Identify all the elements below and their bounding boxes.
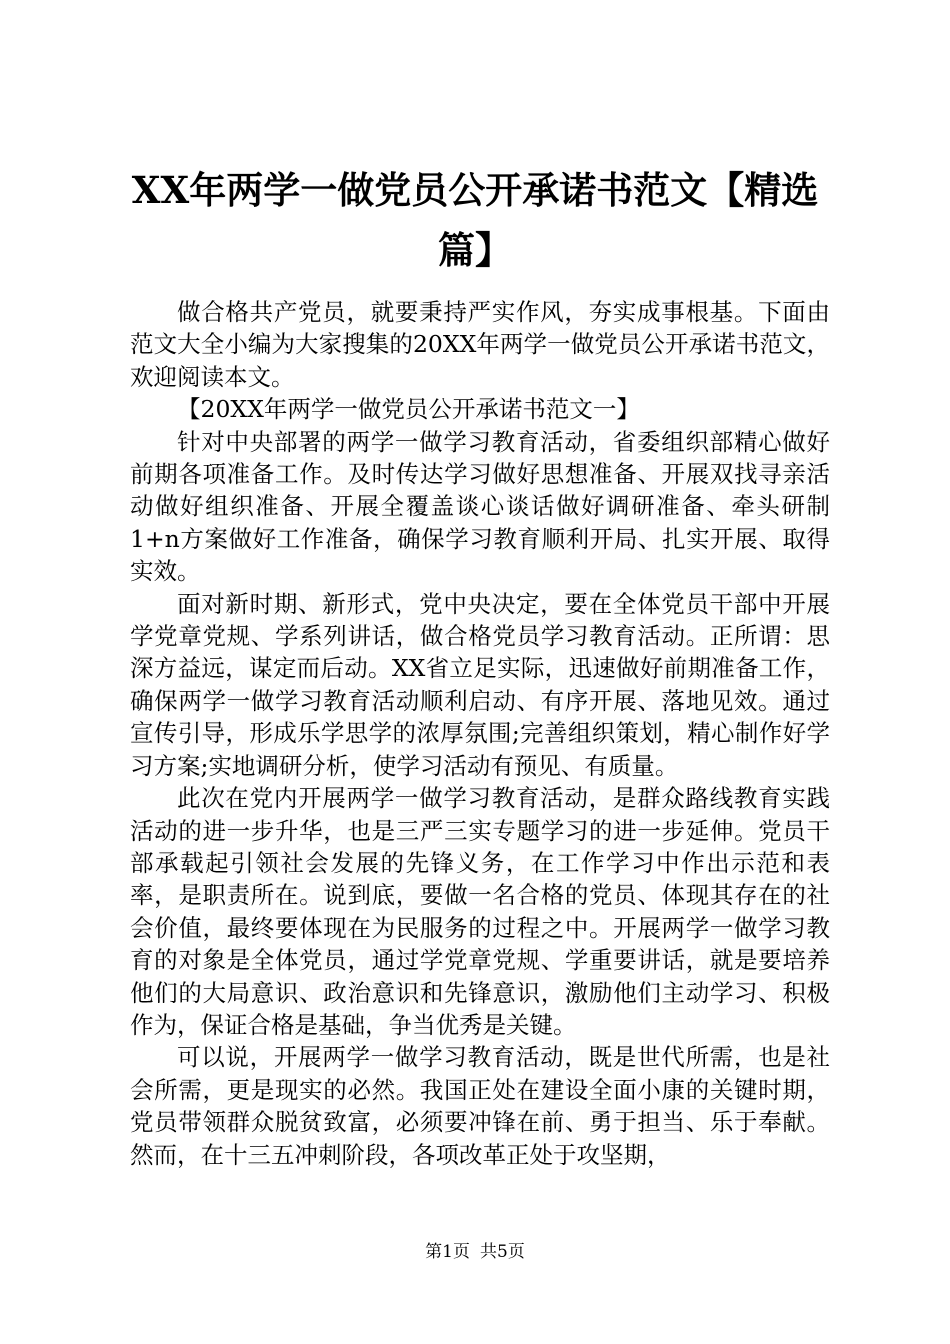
body-paragraph: 可以说，开展两学一做学习教育活动，既是世代所需，也是社会所需，更是现实的必然。我国正处在建设全面小康的关键时期，党员带领群众脱贫致富，必须要冲锋在前、勇于担当、乐于奉献。然而，在十三五冲刺阶段，各项改革正处于攻坚期， xyxy=(130,1043,830,1169)
section-heading: 【20XX年两学一做党员公开承诺书范文一】 xyxy=(177,395,640,424)
page-number: 第1页 xyxy=(425,1242,470,1262)
body-paragraph: 面对新时期、新形式，党中央决定，要在全体党员干部中开展学党章党规、学系列讲话，做合格党员学习教育活动。正所谓：思深方益远，谋定而后动。XX省立足实际，迅速做好前期准备工作，确保两学一做学习教育活动顺利启动、有序开展、落地见效。通过宣传引导，形成乐学思学的浓厚氛围;完善组织策划，精心制作好学习方案;实地调研分析，使学习活动有预见、有质量。 xyxy=(130,589,830,780)
page-footer xyxy=(0,1241,950,1263)
document-body xyxy=(130,296,830,1171)
body-paragraph: 针对中央部署的两学一做学习教育活动，省委组织部精心做好前期各项准备工作。及时传达学习做好思想准备、开展双找寻亲活动做好组织准备、开展全覆盖谈心谈话做好调研准备、牵头研制1+n方案做好工作准备，确保学习教育顺利开局、扎实开展、取得实效。 xyxy=(130,427,830,586)
body-paragraph: 此次在党内开展两学一做学习教育活动，是群众路线教育实践活动的进一步升华，也是三严三实专题学习的进一步延伸。党员干部承载起引领社会发展的先锋义务，在工作学习中作出示范和表率，是职责所在。说到底，要做一名合格的党员、体现其存在的社会价值，最终要体现在为民服务的过程之中。开展两学一做学习教育的对象是全体党员，通过学党章党规、学重要讲话，就是要培养他们的大局意识、政治意识和先锋意识，激励他们主动学习、积极作为，保证合格是基础，争当优秀是关键。 xyxy=(130,784,830,1039)
page-title: XX年两学一做党员公开承诺书范文【精选篇】 xyxy=(131,168,819,272)
intro-paragraph: 做合格共产党员，就要秉持严实作风，夯实成事根基。下面由范文大全小编为大家搜集的20XX年两学一做党员公开承诺书范文，欢迎阅读本文。 xyxy=(130,298,830,391)
page-total: 共5页 xyxy=(480,1242,525,1262)
